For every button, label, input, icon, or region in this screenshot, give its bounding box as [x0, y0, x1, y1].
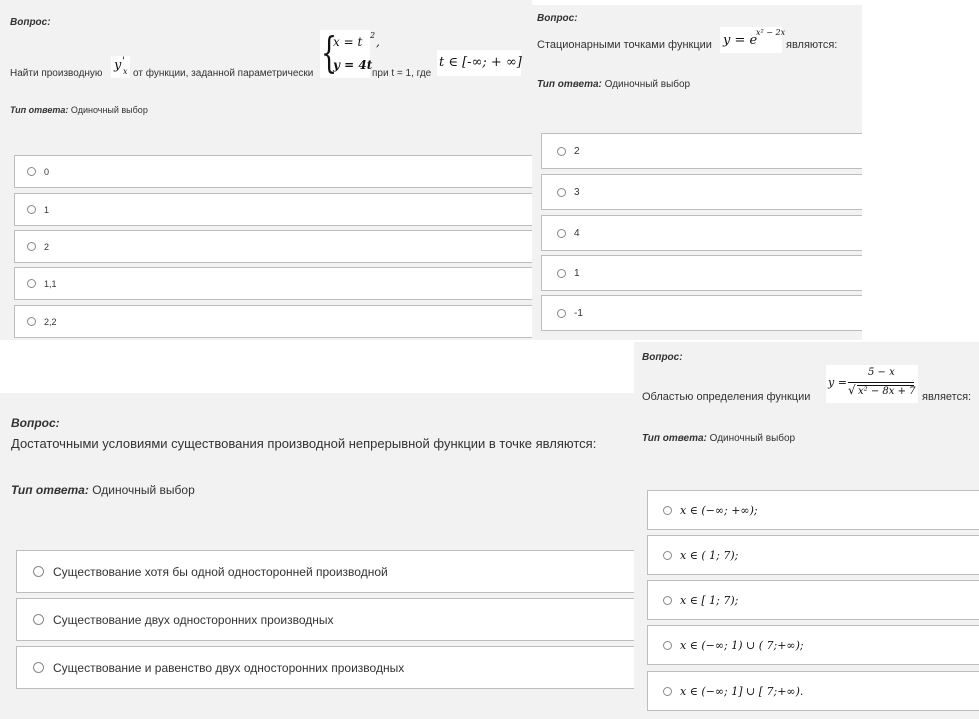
option-label: x ∈ [ 1; 7);: [680, 593, 739, 607]
radio-button[interactable]: [27, 317, 36, 326]
answer-option[interactable]: [541, 174, 862, 210]
answer-option[interactable]: [541, 255, 862, 291]
question-text-middle: от функции, заданной параметрически: [133, 68, 314, 79]
answer-type-value: Одиночный выбор: [709, 433, 796, 444]
question-label: Вопрос:: [537, 13, 578, 24]
radio-button[interactable]: [33, 614, 44, 625]
answer-option[interactable]: [647, 490, 979, 530]
question-label: Вопрос:: [10, 17, 51, 28]
answer-type-value: Одиночный выбор: [70, 105, 148, 115]
question-text-before: Найти производную: [10, 68, 103, 79]
answer-type-label: Тип ответа:: [11, 483, 89, 497]
answer-type: [10, 105, 148, 115]
question-panel-1: [0, 0, 532, 340]
radio-button[interactable]: [33, 662, 44, 673]
answer-option[interactable]: [541, 133, 862, 169]
question-text-after: являются:: [786, 39, 838, 51]
question-panel-4: [634, 342, 979, 719]
option-label: 0: [44, 166, 50, 177]
answer-option[interactable]: [14, 305, 532, 338]
radio-button[interactable]: [557, 229, 566, 238]
radio-button[interactable]: [663, 551, 672, 560]
option-label: 1,1: [44, 278, 57, 289]
question-text-before: Областью определения функции: [642, 391, 811, 403]
question-text-after: является:: [922, 391, 972, 403]
question-text-before: Стационарными точками функции: [537, 39, 712, 51]
option-label: 1: [44, 204, 50, 215]
radio-button[interactable]: [557, 309, 566, 318]
option-label: x ∈ (−∞; +∞);: [680, 503, 758, 517]
radio-button[interactable]: [663, 596, 672, 605]
answer-option[interactable]: [14, 267, 532, 300]
answer-option[interactable]: [16, 550, 634, 593]
option-label: -1: [574, 307, 583, 319]
radio-button[interactable]: [557, 188, 566, 197]
option-label: Существование и равенство двух односторонних производных: [53, 660, 405, 675]
answer-option[interactable]: [16, 598, 634, 641]
answer-type-value: Одиночный выбор: [604, 79, 691, 90]
question-text: Достаточными условиями существования производной непрерывной функции в точке являются:: [11, 436, 597, 451]
radio-button[interactable]: [27, 242, 36, 251]
radio-button[interactable]: [557, 269, 566, 278]
formula-parametric-system: { x = t 2 , y = 4t: [321, 28, 380, 77]
answer-option[interactable]: [647, 580, 979, 620]
radio-button[interactable]: [663, 506, 672, 515]
option-label: x ∈ (−∞; 1] ∪ [ 7;+∞).: [680, 684, 804, 698]
option-label: Существование хотя бы одной односторонней производной: [53, 564, 388, 579]
option-label: 1: [574, 267, 580, 279]
radio-button[interactable]: [27, 167, 36, 176]
option-label: 2: [574, 145, 580, 157]
answer-type-label: Тип ответа:: [10, 105, 69, 115]
answer-type: [11, 483, 195, 497]
answer-option[interactable]: [541, 295, 862, 331]
option-label: 2: [44, 241, 50, 252]
radio-button[interactable]: [27, 279, 36, 288]
answer-option[interactable]: [647, 625, 979, 665]
formula-derivative: y ' x: [111, 56, 130, 78]
answer-option[interactable]: [14, 193, 532, 226]
answer-option[interactable]: [16, 646, 634, 689]
option-label: 3: [574, 186, 580, 198]
option-label: Существование двух односторонних производных: [53, 612, 334, 627]
option-label: x ∈ ( 1; 7);: [680, 548, 739, 562]
answer-option[interactable]: [647, 671, 979, 711]
answer-option[interactable]: [14, 230, 532, 263]
option-label: 2,2: [44, 316, 57, 327]
answer-type-label: Тип ответа:: [642, 433, 707, 444]
question-label: Вопрос:: [642, 352, 683, 363]
option-label: 4: [574, 227, 580, 239]
question-label: Вопрос:: [11, 416, 60, 430]
formula-interval: t ∈ [-∞; + ∞]: [437, 50, 521, 76]
question-text-after-system: при t = 1, где: [372, 68, 432, 79]
radio-button[interactable]: [663, 687, 672, 696]
question-panel-2: [532, 5, 862, 340]
answer-type-label: Тип ответа:: [537, 79, 602, 90]
answer-option[interactable]: [541, 215, 862, 251]
answer-type: [537, 79, 690, 90]
answer-type-value: Одиночный выбор: [92, 483, 195, 497]
question-panel-3: [0, 393, 634, 719]
radio-button[interactable]: [557, 147, 566, 156]
radio-button[interactable]: [27, 205, 36, 214]
formula-exponential: y = e x² − 2x: [720, 27, 782, 53]
radio-button[interactable]: [663, 641, 672, 650]
answer-option[interactable]: [647, 535, 979, 575]
answer-type: [642, 433, 795, 444]
radio-button[interactable]: [33, 566, 44, 577]
answer-option[interactable]: [14, 155, 532, 188]
option-label: x ∈ (−∞; 1) ∪ ( 7;+∞);: [680, 638, 804, 652]
formula-domain-function: y = 5 − x √ x² − 8x + 7: [826, 365, 918, 403]
